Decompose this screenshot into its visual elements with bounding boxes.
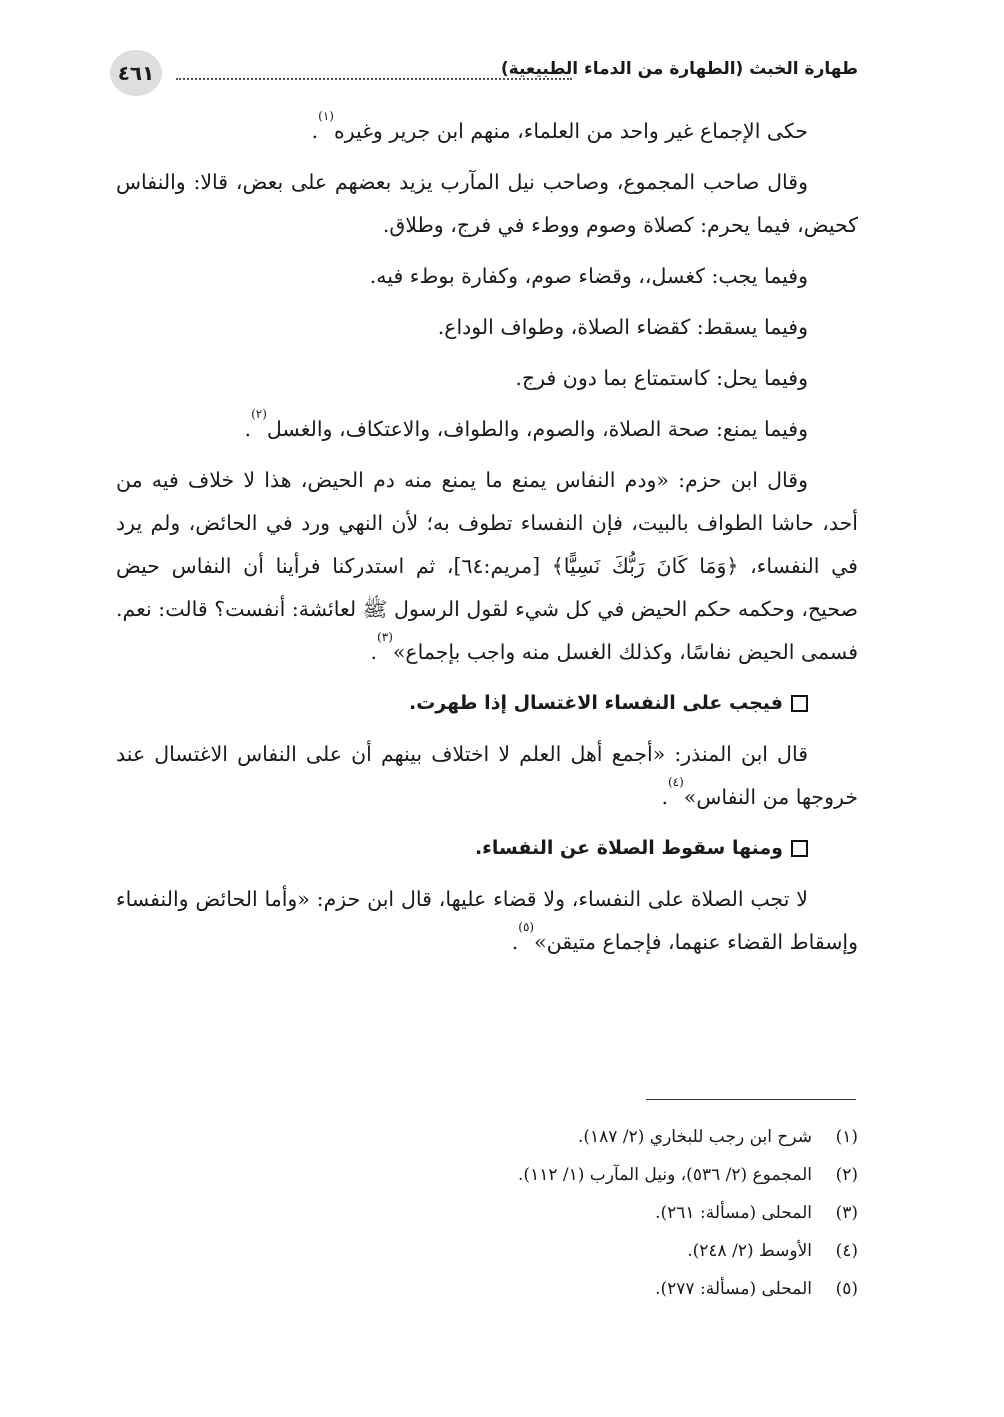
footnote-ref[interactable]: (٤) bbox=[667, 775, 684, 789]
footnote: (٤)الأوسط (٢/ ٢٤٨). bbox=[687, 1241, 858, 1261]
paragraph: حكى الإجماع غير واحد من العلماء، منهم ابن جرير وغيره$^{(١)}$. bbox=[311, 109, 808, 143]
section-heading: ومنها سقوط الصلاة عن النفساء. bbox=[116, 827, 858, 870]
footnote-ref[interactable]: (٣) bbox=[377, 630, 393, 644]
paragraph: وقال صاحب المجموع، وصاحب نيل المآرب يزيد بعضهم على بعض، قالا: والنفاس كحيض، فيما يحرم: كصلاة وصوم ووطء في فرج، وطلاق. bbox=[116, 170, 858, 237]
footnote: (٣)المحلى (مسألة: ٢٦١). bbox=[655, 1203, 858, 1223]
paragraph: وفيما يمنع: صحة الصلاة، والصوم، والطواف، والاعتكاف، والغسل$^{(٢)}$. bbox=[244, 407, 808, 441]
paragraph: وفيما يحل: كاستمتاع بما دون فرج. bbox=[515, 366, 808, 390]
paragraph: قال ابن المنذر: «أجمع أهل العلم لا اختلاف بينهم أن على النفاس الاغتسال عند خروجها من النفاس»$^{(٤)}$. bbox=[116, 742, 858, 809]
footnote: (٢)المجموع (٢/ ٥٣٦)، ونيل المآرب (١/ ١١٢). bbox=[518, 1165, 858, 1185]
footnote-ref[interactable]: (٥) bbox=[518, 920, 535, 934]
footnote-ref[interactable]: (٢) bbox=[251, 407, 267, 421]
paragraph: وقال ابن حزم: «ودم النفاس يمنع ما يمنع منه دم الحيض، هذا لا خلاف فيه من أحد، حاشا الطواف بالبيت، فإن النفساء تطوف به؛ لأن النهي ورد في الحائض، ولم يرد في النفساء، ﴿وَمَا كَانَ رَبُّكَ نَسِيًّا﴾ [مريم:٦٤]، ثم استدركنا فرأينا أن النفاس حيض صحيح، وحكمه حكم الحيض في كل شيء لقول الرسول ﷺ لعائشة: أنفست؟ قالت: نعم. فسمى الحيض نفاسًا، وكذلك الغسل منه واجب بإجماع»$^{(٣)}$. bbox=[116, 468, 858, 664]
square-bullet-icon bbox=[791, 840, 808, 857]
paragraph: لا تجب الصلاة على النفساء، ولا قضاء عليها، قال ابن حزم: «وأما الحائض والنفساء وإسقاط القضاء عنهما، فإجماع متيقن»$^{(٥)}$. bbox=[116, 887, 858, 954]
footnotes bbox=[116, 1118, 858, 1308]
page-number: ٤٦١ bbox=[110, 50, 162, 96]
paragraph: وفيما يسقط: كقضاء الصلاة، وطواف الوداع. bbox=[437, 315, 808, 339]
footnote-ref[interactable]: (١) bbox=[318, 109, 334, 123]
square-bullet-icon bbox=[791, 695, 808, 712]
section-heading: فيجب على النفساء الاغتسال إذا طهرت. bbox=[116, 682, 858, 725]
footnote: (١)شرح ابن رجب للبخاري (٢/ ١٨٧). bbox=[578, 1127, 858, 1147]
paragraph: وفيما يجب: كغسل،، وقضاء صوم، وكفارة بوطء فيه. bbox=[369, 264, 808, 288]
main-text bbox=[116, 110, 858, 972]
page-header bbox=[108, 50, 858, 96]
footnote-separator bbox=[646, 1099, 856, 1100]
running-title: طهارة الخبث (الطهارة من الدماء الطبيعية) bbox=[500, 59, 858, 79]
footnote: (٥)المحلى (مسألة: ٢٧٧). bbox=[655, 1279, 858, 1299]
